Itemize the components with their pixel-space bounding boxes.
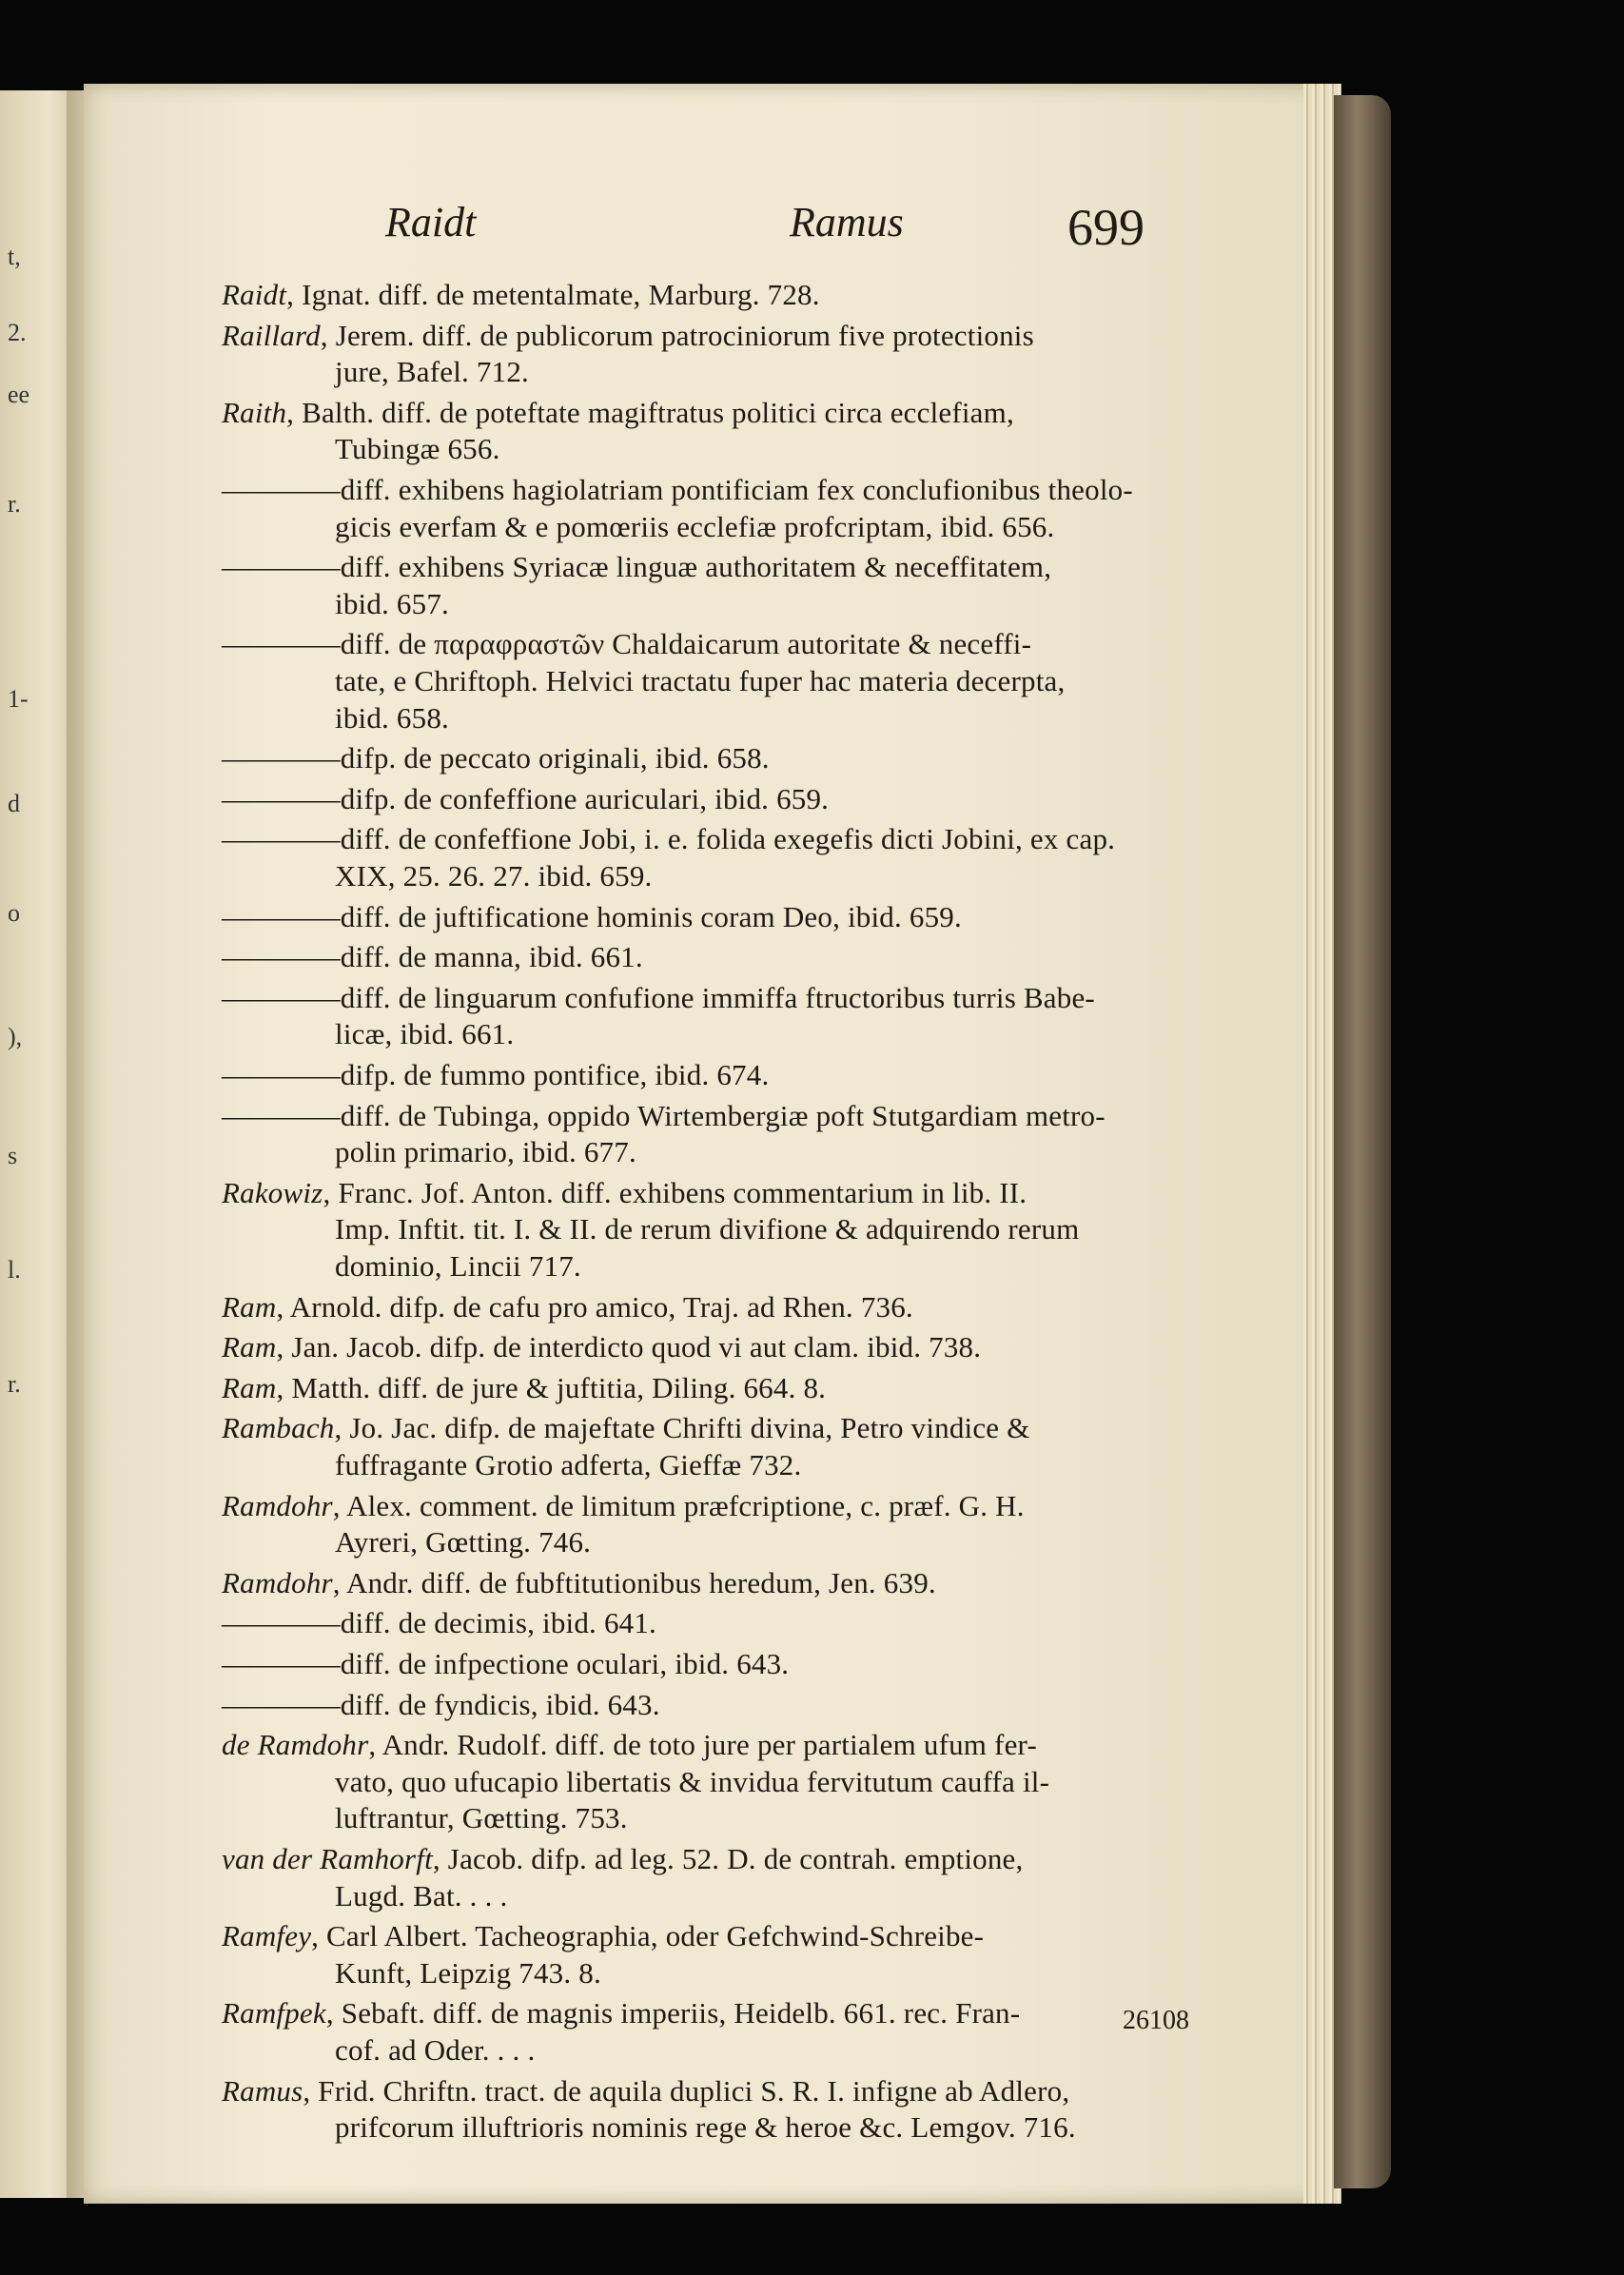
entry-line [222,1647,789,1681]
entry-text: Ayreri, Gœtting. 746. [335,1525,592,1559]
author-name: Ram [222,1289,277,1324]
entry-text: prifcorum illuftrioris nominis rege & heroe &c. Lemgov. 716. [335,2110,1076,2145]
entry-line [222,900,962,934]
entry-line [335,587,449,621]
entry-line [335,1765,1049,1799]
entry-line [222,1996,1020,2030]
facing-page-fragment: t, [8,243,21,270]
entry-text: , Carl Albert. Tacheographia, oder Gefchwind-Schreibe- [311,1919,985,1953]
entry-text: ————diff. de παραφραστῶν Chaldaicarum autoritate & neceffi- [222,627,1032,661]
entry-line [222,1728,1037,1762]
entry-text: ibid. 657. [335,586,449,620]
entry-line [222,981,1095,1015]
entry-line [335,510,1054,544]
entry-line [335,2033,535,2068]
entry-line [222,627,1031,661]
page-number: 699 [1067,199,1145,256]
entry-line [222,1099,1105,1133]
author-name: Ram [222,1330,277,1364]
entry-text: vato, quo ufucapio libertatis & invidua fervitutum cauffa il- [335,1764,1050,1798]
entry-text: , Balth. diff. de poteftate magiftratus politici circa ecclefiam, [286,395,1014,429]
facing-page-fragment: r. [8,490,21,518]
entry-text: licæ, ibid. 661. [335,1017,515,1051]
entry-text: , Jan. Jacob. difp. de interdicto quod vi aut clam. ibid. 738. [276,1330,982,1364]
facing-page-fragment: d [8,790,20,817]
entry-line [222,1566,936,1600]
entry-text: ————diff. de fyndicis, ibid. 643. [222,1687,660,1721]
entry-text: jure, Bafel. 712. [335,355,529,389]
entry-line [335,1801,628,1835]
entry-line [222,741,770,775]
entry-text: , Frid. Chriftn. tract. de aquila duplici S. R. I. infigne ab Adlero, [303,2073,1070,2108]
entry-text: , Arnold. difp. de cafu pro amico, Traj. ad Rhen. 736. [276,1289,913,1324]
catchword: 26108 [1123,2006,1189,2035]
entry-text: gicis everfam & e pomœriis ecclefiæ profcriptam, ibid. 656. [335,509,1055,543]
entry-text: ————difp. de fummo pontifice, ibid. 674. [222,1058,770,1091]
entry-line [335,1212,1079,1246]
entry-text: dominio, Lincii 717. [335,1249,581,1283]
entry-text: ————diff. de linguarum confufione immiffa ftructoribus turris Babe- [222,980,1095,1014]
entry-line [222,396,1014,430]
entry-text: , Sebaft. diff. de magnis imperiis, Heidelb. 661. rec. Fran- [325,1996,1021,2030]
entry-line [222,1176,1027,1210]
entry-line [222,1688,660,1722]
author-name: van der Ramhorft [222,1842,433,1875]
entry-text: Tubingæ 656. [335,432,500,466]
entry-text: , Matth. diff. de jure & juftitia, Diling. 664. 8. [276,1370,827,1404]
facing-page-fragment: s [8,1142,18,1169]
entry-text: ————diff. exhibens hagiolatriam pontificiam fex conclufionibus theolo- [222,473,1133,506]
entry-text: fuffragante Grotio adferta, Gieffæ 732. [335,1448,802,1481]
facing-page-fragment: ee [8,381,30,408]
facing-page-fragment: ), [8,1023,23,1050]
author-name: Ramdohr [222,1565,333,1599]
author-name: Rakowiz [222,1175,323,1209]
facing-page-fragment: r. [8,1370,21,1398]
entry-text: ————diff. de infpectione oculari, ibid. 643. [222,1647,790,1680]
entry-line [335,1525,591,1559]
entry-line [335,432,500,466]
running-head-left: Raidt [385,199,477,245]
entry-line [222,473,1133,507]
entry-line [222,1330,981,1364]
entry-line [335,1448,801,1482]
entry-line [222,1411,1030,1445]
author-name: Raidt [222,278,287,311]
author-name: Raith [222,395,287,429]
entry-line [335,355,529,389]
entry-text: polin primario, ibid. 677. [335,1135,636,1169]
author-name: Raillard [222,318,321,352]
entry-text: , Alex. comment. de limitum præfcriptione, c. præf. G. H. [332,1488,1025,1522]
entry-line [222,782,829,816]
author-name: de Ramdohr [222,1728,369,1762]
entry-line [222,2074,1069,2108]
entry-text: , Ignat. diff. de metentalmate, Marburg. 728. [286,278,820,311]
entry-line [335,1017,514,1051]
entry-line [335,1879,507,1913]
entry-line [335,1135,636,1169]
entry-line [222,940,643,974]
entry-line [222,1606,656,1640]
facing-page-fragment: o [8,899,20,927]
entry-text: ————diff. de confeffione Jobi, i. e. folida exegefis dicti Jobini, ex cap. [222,822,1116,856]
author-name: Ramdohr [222,1488,333,1522]
entry-line [222,278,820,312]
entry-text: , Andr. diff. de fubftitutionibus heredum, Jen. 639. [332,1565,936,1599]
author-name: Ramfpek [222,1996,326,2030]
entry-text: ————difp. de peccato originali, ibid. 658. [222,741,770,775]
author-name: Rambach [222,1411,335,1445]
entry-line [222,1290,913,1324]
entry-line [222,550,1051,584]
entry-line [222,1919,984,1953]
entry-line [222,319,1034,353]
book-cover-edge [1334,95,1391,2188]
entry-text: , Jerem. diff. de publicorum patrociniorum five protectionis [320,318,1034,352]
entry-text: ————diff. de Tubinga, oppido Wirtembergiæ poft Stutgardiam metro- [222,1098,1105,1132]
entry-line [222,1371,826,1405]
entry-line [335,1956,601,1991]
facing-page-fragment: l. [8,1256,21,1284]
entry-line [222,822,1115,856]
entry-text: ————diff. de decimis, ibid. 641. [222,1606,657,1640]
entry-text: , Andr. Rudolf. diff. de toto jure per partialem ufum fer- [368,1728,1037,1762]
entry-text: luftrantur, Gœtting. 753. [335,1801,628,1835]
entry-line [335,1249,581,1284]
entry-text: Lugd. Bat. . . . [335,1878,508,1912]
author-name: Ramfey [222,1919,312,1953]
entry-text: XIX, 25. 26. 27. ibid. 659. [335,859,653,892]
entry-text: tate, e Chriftoph. Helvici tractatu fuper hac materia decerpta, [335,664,1066,697]
entry-text: , Jo. Jac. difp. de majeftate Chrifti divina, Petro vindice & [334,1411,1030,1445]
entry-text: ————difp. de confeffione auriculari, ibid. 659. [222,781,830,815]
entry-text: , Jacob. difp. ad leg. 52. D. de contrah. emptione, [432,1842,1024,1875]
entry-line [222,1842,1023,1876]
author-name: Ramus [222,2073,303,2108]
entry-text: ————diff. de manna, ibid. 661. [222,940,643,974]
entry-line [335,664,1065,698]
entry-text: ————diff. de juftificatione hominis coram Deo, ibid. 659. [222,899,962,933]
entry-text: ————diff. exhibens Syriacæ linguæ authoritatem & neceffitatem, [222,550,1052,584]
entry-line [222,1058,769,1092]
entry-text: Imp. Inftit. tit. I. & II. de rerum divifione & adquirendo rerum [335,1212,1080,1246]
entry-text: , Franc. Jof. Anton. diff. exhibens commentarium in lib. II. [323,1175,1027,1209]
entry-text: cof. ad Oder. . . . [335,2033,536,2067]
entry-line [335,701,449,735]
entry-line [335,859,652,893]
running-head-center: Ramus [790,199,904,245]
entry-text: ibid. 658. [335,700,449,735]
facing-page-fragment: 2. [8,319,27,346]
author-name: Ram [222,1370,277,1404]
entry-text: Kunft, Leipzig 743. 8. [335,1955,601,1990]
entry-line [222,1489,1025,1523]
facing-page-fragment: 1- [8,685,29,713]
entry-line [335,2110,1076,2145]
